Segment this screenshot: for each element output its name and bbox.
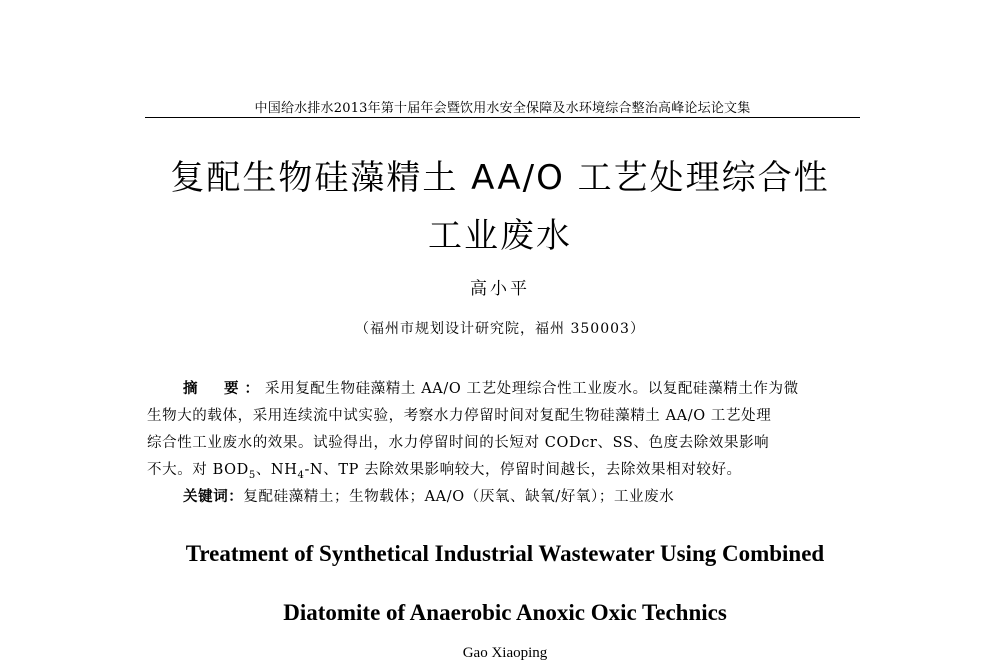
running-header: 中国给水排水2013年第十届年会暨饮用水安全保障及水环境综合整治高峰论坛论文集 — [254, 101, 751, 116]
keywords-label: 关键词： — [183, 489, 244, 505]
author-chinese: 高小平 — [470, 279, 530, 299]
english-title-line-2: Diatomite of Anaerobic Anoxic Oxic Technics — [283, 600, 727, 625]
abstract-text-4b: 、NH — [255, 462, 298, 478]
abstract-line-3: 综合性工业废水的效果。试验得出，水力停留时间的长短对 CODcr、SS、色度去除效果影响 — [147, 435, 770, 451]
abstract-label: 摘 要： — [183, 381, 265, 397]
keywords-text: 复配硅藻精土；生物载体；AA/O（厌氧、缺氧/好氧）；工业废水 — [243, 489, 675, 505]
keywords-line — [147, 484, 862, 511]
bod-subscript: 5 — [248, 469, 256, 481]
abstract-section — [147, 376, 862, 511]
nh-subscript: 4 — [297, 469, 305, 481]
author-english: Gao Xiaoping — [462, 645, 548, 661]
english-title-line-1: Treatment of Synthetical Industrial Wastewater Using Combined — [185, 541, 825, 566]
abstract-line-1 — [147, 376, 862, 403]
header-rule — [145, 117, 860, 118]
chinese-title-line-2: 工业废水 — [428, 216, 572, 256]
abstract-line-4 — [147, 457, 862, 484]
affiliation-chinese: （福州市规划设计研究院，福州 350003） — [355, 321, 645, 337]
abstract-text-4a: 不大。对 BOD — [147, 462, 249, 478]
abstract-line-2: 生物大的载体，采用连续流中试实验，考察水力停留时间对复配生物硅藻精土 AA/O 工艺处理 — [147, 408, 772, 424]
abstract-text-4c: -N、TP 去除效果影响较大，停留时间越长，去除效果相对较好。 — [304, 462, 742, 478]
abstract-text-1: 采用复配生物硅藻精土 AA/O 工艺处理综合性工业废水。以复配硅藻精土作为微 — [265, 381, 799, 397]
chinese-title-line-1: 复配生物硅藻精土 AA/O 工艺处理综合性 — [170, 158, 830, 198]
